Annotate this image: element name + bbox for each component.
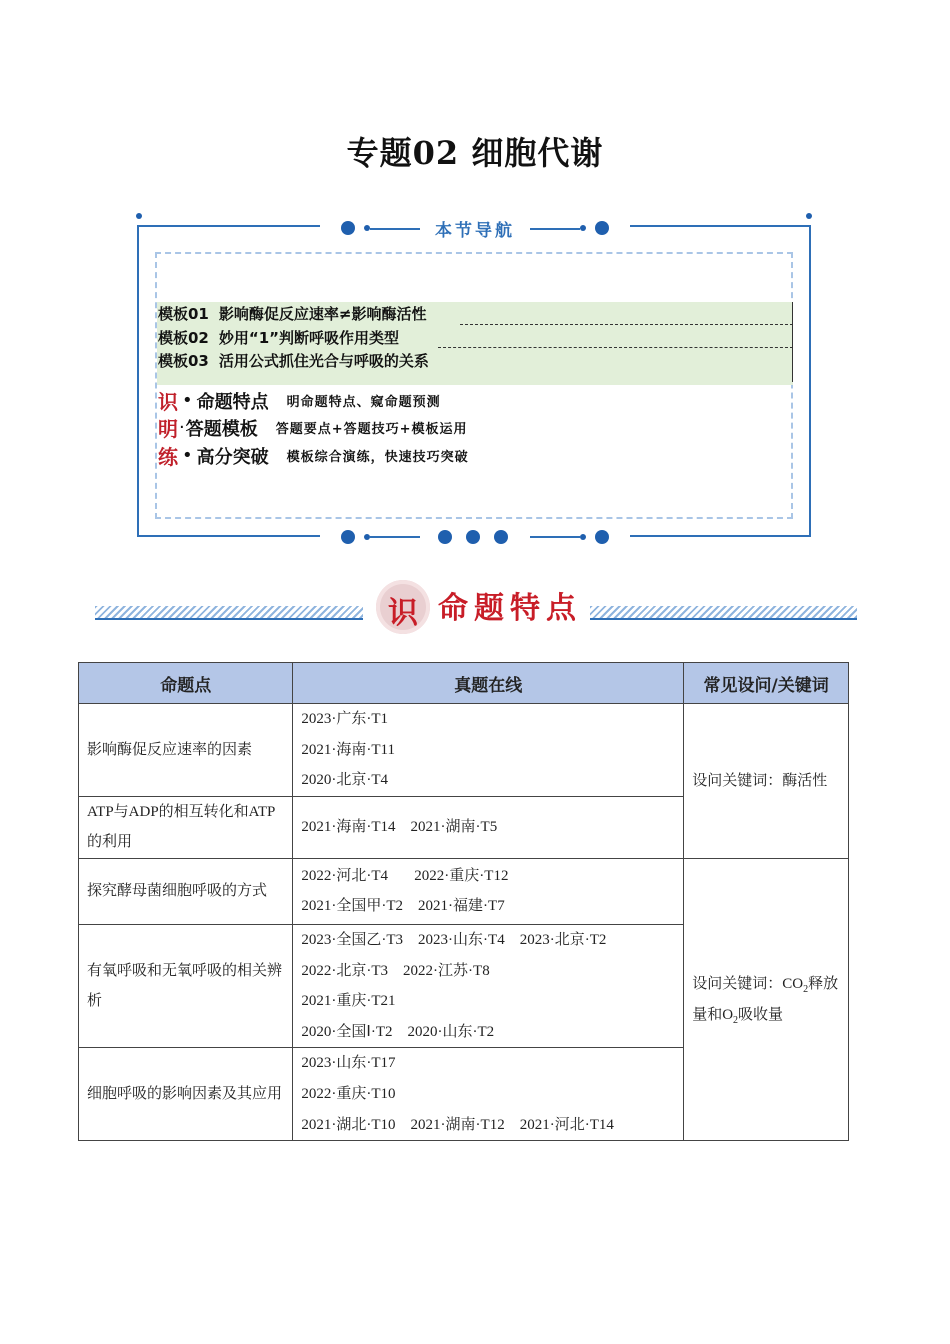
template-text: 影响酶促反应速率≠影响酶活性 [218,305,427,323]
nav-dot [494,530,508,544]
feature-desc: 答题要点+答题技巧+模板运用 [275,422,468,437]
template-text: 妙用“1”判断呼吸作用类型 [218,329,400,347]
feature-desc: 模板综合演练，快速技巧突破 [286,450,469,465]
feature-desc: 明命题特点、窥命题预测 [286,395,441,410]
exam-cell: 2023·全国乙·T3 2023·山东·T4 2023·北京·T2 2022·北京·T3 2022·江苏·T8 2021·重庆·T21 2020·全国Ⅰ·T2 2020·山东·T2 [293,924,684,1047]
keyword-cell: 设问关键词：$CO_2$释放量和$O_2$吸收量 [684,858,849,1140]
topic-cell: 细胞呼吸的影响因素及其应用 [79,1048,293,1141]
page-title: 专题02 细胞代谢 [346,134,604,172]
keyword-cell: 设问关键词：酶活性 [684,704,849,859]
template-item[interactable] [158,303,794,325]
exam-cell: 2023·广东·T1 2021·海南·T11 2020·北京·T4 [293,704,684,797]
exam-cell: 2023·山东·T17 2022·重庆·T10 2021·湖北·T10 2021·湖南·T12 2021·河北·T14 [293,1048,684,1141]
exam-table [78,662,849,1141]
topic-cell: 有氧呼吸和无氧呼吸的相关辨析 [79,924,293,1047]
template-item[interactable] [158,327,794,349]
column-header: 命题点 [79,663,293,704]
template-label: 模板01 [158,305,209,323]
section-title: 命题特点 [438,591,582,626]
exam-cell: 2022·河北·T4 2022·重庆·T12 2021·全国甲·T2 2021·福建·T7 [293,858,684,924]
template-label: 模板03 [158,352,209,370]
feature-seal-char: 识 [158,390,178,414]
section-seal-icon: 识 [376,580,430,634]
banner-stripe-right [590,606,857,620]
feature-item[interactable]: 识 • 命题特点 明命题特点、窥命题预测 [158,386,441,412]
topic-cell: 影响酶促反应速率的因素 [79,704,293,797]
nav-dot [466,530,480,544]
nav-dot [341,530,355,544]
template-text: 活用公式抓住光合与呼吸的关系 [218,352,429,370]
nav-heading: 本节导航 [435,221,515,241]
column-header: 常见设问/关键词 [684,663,849,704]
table-header-row [79,663,849,704]
feature-name: 答题模板 [185,418,258,440]
table-row [79,858,849,924]
nav-dot [595,530,609,544]
feature-name: 高分突破 [196,446,269,468]
template-label: 模板02 [158,329,209,347]
feature-item[interactable]: 明·答题模板 答题要点+答题技巧+模板运用 [158,413,468,439]
nav-dot [438,530,452,544]
table-row [79,704,849,797]
banner-stripe-left [95,606,363,620]
feature-seal-char: 练 [158,445,178,469]
feature-name: 命题特点 [196,391,269,413]
feature-seal-char: 明 [158,417,178,441]
exam-cell: 2021·海南·T14 2021·湖南·T5 [293,796,684,858]
topic-cell: 探究酵母菌细胞呼吸的方式 [79,858,293,924]
topic-cell: ATP与ADP的相互转化和ATP的利用 [79,796,293,858]
column-header: 真题在线 [293,663,684,704]
template-item[interactable] [158,350,794,372]
feature-item[interactable]: 练 • 高分突破 模板综合演练，快速技巧突破 [158,441,469,467]
nav-dot [580,534,586,540]
